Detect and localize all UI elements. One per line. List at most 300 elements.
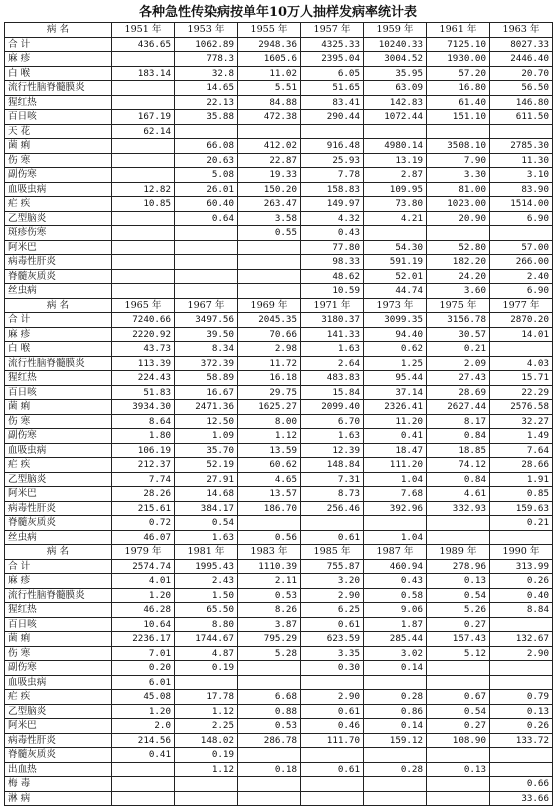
table-row bbox=[5, 603, 553, 618]
incidence-rate-cell: 35.88 bbox=[175, 110, 238, 125]
incidence-rate-cell: 1744.67 bbox=[175, 632, 238, 647]
table-row bbox=[5, 574, 553, 589]
incidence-rate-cell: 0.41 bbox=[364, 429, 427, 444]
incidence-rate-cell: 66.08 bbox=[175, 139, 238, 154]
incidence-rate-cell: 1.09 bbox=[175, 429, 238, 444]
incidence-rate-cell bbox=[112, 269, 175, 284]
incidence-rate-cell: 212.37 bbox=[112, 458, 175, 473]
disease-name: 百日咳 bbox=[5, 617, 112, 632]
incidence-rate-cell bbox=[112, 81, 175, 96]
incidence-rate-cell: 8027.33 bbox=[490, 37, 553, 52]
table-row bbox=[5, 269, 553, 284]
year-header: 1987 年 bbox=[364, 545, 427, 560]
incidence-rate-cell: 3.30 bbox=[427, 168, 490, 183]
disease-name: 淋 病 bbox=[5, 791, 112, 806]
incidence-rate-cell: 159.63 bbox=[490, 501, 553, 516]
incidence-rate-cell: 1.80 bbox=[112, 429, 175, 444]
incidence-rate-cell: 6.01 bbox=[112, 675, 175, 690]
incidence-rate-cell: 256.46 bbox=[301, 501, 364, 516]
incidence-rate-cell bbox=[112, 52, 175, 67]
incidence-rate-cell bbox=[175, 124, 238, 139]
incidence-rate-cell: 32.8 bbox=[175, 66, 238, 81]
incidence-rate-cell bbox=[175, 284, 238, 299]
table-row bbox=[5, 661, 553, 676]
incidence-rate-cell: 916.48 bbox=[301, 139, 364, 154]
incidence-rate-cell bbox=[112, 255, 175, 270]
disease-name: 白 喉 bbox=[5, 66, 112, 81]
year-header: 1965 年 bbox=[112, 298, 175, 313]
incidence-rate-cell: 0.64 bbox=[175, 211, 238, 226]
incidence-rate-cell: 215.61 bbox=[112, 501, 175, 516]
incidence-rate-cell: 51.83 bbox=[112, 385, 175, 400]
incidence-rate-cell: 63.09 bbox=[364, 81, 427, 96]
incidence-rate-cell: 6.90 bbox=[490, 284, 553, 299]
incidence-rate-cell bbox=[490, 124, 553, 139]
incidence-rate-cell: 2870.20 bbox=[490, 313, 553, 328]
disease-name: 白 喉 bbox=[5, 342, 112, 357]
incidence-rate-cell bbox=[301, 791, 364, 806]
disease-name: 流行性脑脊髓膜炎 bbox=[5, 588, 112, 603]
incidence-rate-cell: 0.13 bbox=[427, 762, 490, 777]
disease-name: 流行性脑脊髓膜炎 bbox=[5, 356, 112, 371]
incidence-rate-cell: 19.33 bbox=[238, 168, 301, 183]
disease-name: 合 计 bbox=[5, 37, 112, 52]
disease-name: 阿米巴 bbox=[5, 487, 112, 502]
incidence-rate-cell bbox=[427, 124, 490, 139]
incidence-rate-cell bbox=[301, 516, 364, 531]
year-header: 1973 年 bbox=[364, 298, 427, 313]
incidence-rate-cell: 148.84 bbox=[301, 458, 364, 473]
incidence-rate-cell bbox=[112, 211, 175, 226]
incidence-rate-cell: 6.25 bbox=[301, 603, 364, 618]
incidence-rate-cell: 0.41 bbox=[112, 748, 175, 763]
incidence-rate-cell bbox=[490, 661, 553, 676]
table-title: 各种急性传染病按单年10万人抽样发病率统计表 bbox=[138, 5, 418, 20]
incidence-rate-cell: 106.19 bbox=[112, 443, 175, 458]
table-row bbox=[5, 342, 553, 357]
table-row bbox=[5, 168, 553, 183]
incidence-rate-cell bbox=[301, 777, 364, 792]
incidence-rate-cell: 16.67 bbox=[175, 385, 238, 400]
disease-name: 菌 痢 bbox=[5, 400, 112, 415]
table-row bbox=[5, 762, 553, 777]
incidence-rate-cell: 11.20 bbox=[364, 414, 427, 429]
incidence-rate-cell: 28.26 bbox=[112, 487, 175, 502]
incidence-rate-cell bbox=[238, 748, 301, 763]
incidence-rate-cell bbox=[238, 777, 301, 792]
incidence-rate-cell: 0.53 bbox=[238, 588, 301, 603]
incidence-rate-cell: 795.29 bbox=[238, 632, 301, 647]
incidence-rate-cell: 0.26 bbox=[490, 574, 553, 589]
incidence-rate-cell bbox=[364, 516, 427, 531]
incidence-rate-cell: 0.19 bbox=[175, 661, 238, 676]
incidence-rate-cell bbox=[301, 748, 364, 763]
incidence-rate-cell bbox=[490, 617, 553, 632]
incidence-rate-cell: 1.87 bbox=[364, 617, 427, 632]
disease-name: 伤 寒 bbox=[5, 153, 112, 168]
incidence-rate-cell: 1.04 bbox=[364, 530, 427, 545]
incidence-rate-cell: 6.90 bbox=[490, 211, 553, 226]
incidence-rate-cell: 83.90 bbox=[490, 182, 553, 197]
incidence-rate-cell: 392.96 bbox=[364, 501, 427, 516]
incidence-rate-cell: 290.44 bbox=[301, 110, 364, 125]
incidence-rate-cell: 1.12 bbox=[238, 429, 301, 444]
incidence-rate-cell: 2574.74 bbox=[112, 559, 175, 574]
disease-name: 副伤寒 bbox=[5, 429, 112, 444]
incidence-rate-cell: 1.63 bbox=[301, 342, 364, 357]
incidence-rate-cell: 286.78 bbox=[238, 733, 301, 748]
incidence-rate-cell: 2045.35 bbox=[238, 313, 301, 328]
incidence-rate-cell: 24.20 bbox=[427, 269, 490, 284]
incidence-rate-cell: 37.14 bbox=[364, 385, 427, 400]
incidence-rate-cell: 73.80 bbox=[364, 197, 427, 212]
disease-name: 百日咳 bbox=[5, 385, 112, 400]
incidence-rate-cell bbox=[427, 675, 490, 690]
disease-name: 伤 寒 bbox=[5, 414, 112, 429]
incidence-rate-cell: 5.08 bbox=[175, 168, 238, 183]
incidence-rate-cell: 266.00 bbox=[490, 255, 553, 270]
disease-name: 合 计 bbox=[5, 313, 112, 328]
incidence-rate-cell: 2.98 bbox=[238, 342, 301, 357]
incidence-rate-cell: 7125.10 bbox=[427, 37, 490, 52]
incidence-rate-cell: 1.63 bbox=[301, 429, 364, 444]
disease-name: 猩红热 bbox=[5, 603, 112, 618]
incidence-rate-cell: 18.85 bbox=[427, 443, 490, 458]
incidence-rate-cell: 0.21 bbox=[490, 516, 553, 531]
disease-name: 乙型脑炎 bbox=[5, 704, 112, 719]
incidence-rate-cell: 3.10 bbox=[490, 168, 553, 183]
incidence-rate-cell: 0.13 bbox=[427, 574, 490, 589]
incidence-rate-cell: 0.85 bbox=[490, 487, 553, 502]
table-row bbox=[5, 153, 553, 168]
year-header: 1990 年 bbox=[490, 545, 553, 560]
year-header: 1959 年 bbox=[364, 23, 427, 38]
table-row bbox=[5, 240, 553, 255]
incidence-rate-cell: 26.01 bbox=[175, 182, 238, 197]
incidence-rate-cell: 12.39 bbox=[301, 443, 364, 458]
incidence-rate-cell: 1930.00 bbox=[427, 52, 490, 67]
incidence-rate-cell: 149.97 bbox=[301, 197, 364, 212]
incidence-rate-cell bbox=[238, 675, 301, 690]
incidence-rate-cell: 6.68 bbox=[238, 690, 301, 705]
incidence-rate-cell bbox=[112, 139, 175, 154]
table-row bbox=[5, 385, 553, 400]
incidence-rate-cell bbox=[364, 791, 427, 806]
incidence-rate-cell: 4.03 bbox=[490, 356, 553, 371]
incidence-rate-cell: 8.64 bbox=[112, 414, 175, 429]
incidence-rate-cell: 472.38 bbox=[238, 110, 301, 125]
incidence-rate-cell bbox=[112, 153, 175, 168]
disease-name: 疟 疾 bbox=[5, 197, 112, 212]
incidence-rate-cell: 3.60 bbox=[427, 284, 490, 299]
table-row bbox=[5, 632, 553, 647]
table-row bbox=[5, 371, 553, 386]
incidence-rate-cell: 623.59 bbox=[301, 632, 364, 647]
year-header: 1977 年 bbox=[490, 298, 553, 313]
incidence-rate-cell: 2446.40 bbox=[490, 52, 553, 67]
disease-name: 病毒性肝炎 bbox=[5, 501, 112, 516]
incidence-rate-cell: 52.19 bbox=[175, 458, 238, 473]
year-header: 1975 年 bbox=[427, 298, 490, 313]
table-row bbox=[5, 66, 553, 81]
incidence-rate-cell: 0.18 bbox=[238, 762, 301, 777]
year-header: 1961 年 bbox=[427, 23, 490, 38]
incidence-rate-cell: 0.67 bbox=[427, 690, 490, 705]
incidence-rate-cell: 0.58 bbox=[364, 588, 427, 603]
year-header: 1969 年 bbox=[238, 298, 301, 313]
incidence-rate-cell: 133.72 bbox=[490, 733, 553, 748]
incidence-rate-cell: 3508.10 bbox=[427, 139, 490, 154]
table-row bbox=[5, 313, 553, 328]
year-header: 1953 年 bbox=[175, 23, 238, 38]
incidence-rate-cell: 45.08 bbox=[112, 690, 175, 705]
table-row bbox=[5, 588, 553, 603]
incidence-rate-cell: 4.21 bbox=[364, 211, 427, 226]
table-row bbox=[5, 37, 553, 52]
incidence-rate-cell: 46.28 bbox=[112, 603, 175, 618]
incidence-rate-cell bbox=[238, 661, 301, 676]
incidence-rate-cell: 8.17 bbox=[427, 414, 490, 429]
incidence-rate-cell: 0.13 bbox=[490, 704, 553, 719]
statistics-table bbox=[4, 22, 553, 806]
table-row bbox=[5, 530, 553, 545]
incidence-rate-cell: 1.25 bbox=[364, 356, 427, 371]
table-row bbox=[5, 617, 553, 632]
incidence-rate-cell: 2.90 bbox=[301, 690, 364, 705]
disease-name: 病毒性肝炎 bbox=[5, 255, 112, 270]
incidence-rate-cell: 4.61 bbox=[427, 487, 490, 502]
incidence-rate-cell: 0.72 bbox=[112, 516, 175, 531]
incidence-rate-cell: 13.59 bbox=[238, 443, 301, 458]
incidence-rate-cell: 2471.36 bbox=[175, 400, 238, 415]
table-row bbox=[5, 516, 553, 531]
incidence-rate-cell: 0.14 bbox=[364, 661, 427, 676]
incidence-rate-cell: 5.26 bbox=[427, 603, 490, 618]
incidence-rate-cell: 0.54 bbox=[427, 588, 490, 603]
table-row bbox=[5, 791, 553, 806]
incidence-rate-cell: 0.84 bbox=[427, 472, 490, 487]
incidence-rate-cell bbox=[427, 530, 490, 545]
year-header: 1951 年 bbox=[112, 23, 175, 38]
incidence-rate-cell bbox=[175, 777, 238, 792]
incidence-rate-cell: 8.34 bbox=[175, 342, 238, 357]
incidence-rate-cell: 224.43 bbox=[112, 371, 175, 386]
incidence-rate-cell bbox=[175, 240, 238, 255]
incidence-rate-cell: 148.02 bbox=[175, 733, 238, 748]
incidence-rate-cell: 0.14 bbox=[364, 719, 427, 734]
incidence-rate-cell: 1072.44 bbox=[364, 110, 427, 125]
incidence-rate-cell: 30.57 bbox=[427, 327, 490, 342]
incidence-rate-cell: 43.73 bbox=[112, 342, 175, 357]
incidence-rate-cell: 109.95 bbox=[364, 182, 427, 197]
incidence-rate-cell: 186.70 bbox=[238, 501, 301, 516]
incidence-rate-cell: 3.87 bbox=[238, 617, 301, 632]
incidence-rate-cell: 20.63 bbox=[175, 153, 238, 168]
incidence-rate-cell: 0.21 bbox=[427, 342, 490, 357]
incidence-rate-cell: 591.19 bbox=[364, 255, 427, 270]
incidence-rate-cell: 483.83 bbox=[301, 371, 364, 386]
incidence-rate-cell: 12.50 bbox=[175, 414, 238, 429]
incidence-rate-cell: 2.43 bbox=[175, 574, 238, 589]
incidence-rate-cell: 65.50 bbox=[175, 603, 238, 618]
year-header: 1957 年 bbox=[301, 23, 364, 38]
incidence-rate-cell: 61.40 bbox=[427, 95, 490, 110]
incidence-rate-cell: 0.40 bbox=[490, 588, 553, 603]
table-row bbox=[5, 139, 553, 154]
incidence-rate-cell bbox=[112, 168, 175, 183]
incidence-rate-cell: 46.07 bbox=[112, 530, 175, 545]
disease-name-header: 病 名 bbox=[5, 23, 112, 38]
disease-name: 菌 痢 bbox=[5, 632, 112, 647]
incidence-rate-cell: 13.57 bbox=[238, 487, 301, 502]
incidence-rate-cell: 1605.6 bbox=[238, 52, 301, 67]
table-row bbox=[5, 255, 553, 270]
disease-name: 合 计 bbox=[5, 559, 112, 574]
incidence-rate-cell: 183.14 bbox=[112, 66, 175, 81]
incidence-rate-cell: 22.13 bbox=[175, 95, 238, 110]
disease-name: 斑疹伤寒 bbox=[5, 226, 112, 241]
incidence-rate-cell: 111.70 bbox=[301, 733, 364, 748]
incidence-rate-cell: 2948.36 bbox=[238, 37, 301, 52]
disease-name: 乙型脑炎 bbox=[5, 211, 112, 226]
incidence-rate-cell: 7.74 bbox=[112, 472, 175, 487]
incidence-rate-cell: 182.20 bbox=[427, 255, 490, 270]
incidence-rate-cell: 1110.39 bbox=[238, 559, 301, 574]
incidence-rate-cell: 2.09 bbox=[427, 356, 490, 371]
table-row bbox=[5, 211, 553, 226]
incidence-rate-cell bbox=[427, 661, 490, 676]
incidence-rate-cell bbox=[427, 516, 490, 531]
incidence-rate-cell: 7.68 bbox=[364, 487, 427, 502]
section-header-row bbox=[5, 545, 553, 560]
incidence-rate-cell: 0.20 bbox=[112, 661, 175, 676]
incidence-rate-cell: 16.18 bbox=[238, 371, 301, 386]
disease-name: 阿米巴 bbox=[5, 240, 112, 255]
incidence-rate-cell: 20.70 bbox=[490, 66, 553, 81]
incidence-rate-cell: 372.39 bbox=[175, 356, 238, 371]
incidence-rate-cell: 5.12 bbox=[427, 646, 490, 661]
incidence-rate-cell bbox=[364, 226, 427, 241]
incidence-rate-cell: 95.44 bbox=[364, 371, 427, 386]
year-header: 1963 年 bbox=[490, 23, 553, 38]
incidence-rate-cell: 28.69 bbox=[427, 385, 490, 400]
incidence-rate-cell: 167.19 bbox=[112, 110, 175, 125]
incidence-rate-cell: 1625.27 bbox=[238, 400, 301, 415]
incidence-rate-cell: 0.66 bbox=[490, 777, 553, 792]
incidence-rate-cell: 0.28 bbox=[364, 690, 427, 705]
incidence-rate-cell: 2236.17 bbox=[112, 632, 175, 647]
table-body bbox=[5, 23, 553, 806]
incidence-rate-cell: 0.86 bbox=[364, 704, 427, 719]
incidence-rate-cell: 15.84 bbox=[301, 385, 364, 400]
incidence-rate-cell: 158.83 bbox=[301, 182, 364, 197]
table-row bbox=[5, 52, 553, 67]
year-header: 1971 年 bbox=[301, 298, 364, 313]
incidence-rate-cell: 1.12 bbox=[175, 704, 238, 719]
incidence-rate-cell: 5.51 bbox=[238, 81, 301, 96]
disease-name: 流行性脑脊髓膜炎 bbox=[5, 81, 112, 96]
incidence-rate-cell: 8.84 bbox=[490, 603, 553, 618]
incidence-rate-cell: 7240.66 bbox=[112, 313, 175, 328]
incidence-rate-cell: 150.20 bbox=[238, 182, 301, 197]
incidence-rate-cell: 151.10 bbox=[427, 110, 490, 125]
incidence-rate-cell: 16.80 bbox=[427, 81, 490, 96]
incidence-rate-cell: 0.43 bbox=[301, 226, 364, 241]
incidence-rate-cell: 9.06 bbox=[364, 603, 427, 618]
incidence-rate-cell: 1.20 bbox=[112, 588, 175, 603]
disease-name: 梅 毒 bbox=[5, 777, 112, 792]
incidence-rate-cell: 44.74 bbox=[364, 284, 427, 299]
incidence-rate-cell: 52.80 bbox=[427, 240, 490, 255]
incidence-rate-cell bbox=[490, 342, 553, 357]
incidence-rate-cell: 60.40 bbox=[175, 197, 238, 212]
incidence-rate-cell: 3004.52 bbox=[364, 52, 427, 67]
incidence-rate-cell: 2576.58 bbox=[490, 400, 553, 415]
incidence-rate-cell: 157.43 bbox=[427, 632, 490, 647]
table-row bbox=[5, 284, 553, 299]
disease-name: 丝虫病 bbox=[5, 530, 112, 545]
incidence-rate-cell: 58.89 bbox=[175, 371, 238, 386]
year-header: 1955 年 bbox=[238, 23, 301, 38]
table-row bbox=[5, 414, 553, 429]
incidence-rate-cell bbox=[364, 124, 427, 139]
disease-name: 出血热 bbox=[5, 762, 112, 777]
incidence-rate-cell: 13.19 bbox=[364, 153, 427, 168]
incidence-rate-cell: 39.50 bbox=[175, 327, 238, 342]
incidence-rate-cell: 0.56 bbox=[238, 530, 301, 545]
incidence-rate-cell: 4.65 bbox=[238, 472, 301, 487]
incidence-rate-cell: 0.26 bbox=[490, 719, 553, 734]
disease-name: 猩红热 bbox=[5, 371, 112, 386]
incidence-rate-cell: 3156.78 bbox=[427, 313, 490, 328]
incidence-rate-cell: 111.20 bbox=[364, 458, 427, 473]
incidence-rate-cell: 25.93 bbox=[301, 153, 364, 168]
incidence-rate-cell: 2.90 bbox=[301, 588, 364, 603]
incidence-rate-cell: 0.61 bbox=[301, 530, 364, 545]
incidence-rate-cell: 0.88 bbox=[238, 704, 301, 719]
incidence-rate-cell: 7.31 bbox=[301, 472, 364, 487]
incidence-rate-cell bbox=[427, 777, 490, 792]
incidence-rate-cell: 8.80 bbox=[175, 617, 238, 632]
incidence-rate-cell: 22.87 bbox=[238, 153, 301, 168]
incidence-rate-cell bbox=[490, 530, 553, 545]
incidence-rate-cell bbox=[112, 95, 175, 110]
incidence-rate-cell: 0.61 bbox=[301, 617, 364, 632]
disease-name: 丝虫病 bbox=[5, 284, 112, 299]
incidence-rate-cell bbox=[175, 675, 238, 690]
disease-name: 麻 疹 bbox=[5, 327, 112, 342]
table-row bbox=[5, 675, 553, 690]
incidence-rate-cell: 2099.40 bbox=[301, 400, 364, 415]
table-row bbox=[5, 124, 553, 139]
table-row bbox=[5, 182, 553, 197]
incidence-rate-cell bbox=[112, 777, 175, 792]
incidence-rate-cell: 214.56 bbox=[112, 733, 175, 748]
incidence-rate-cell: 81.00 bbox=[427, 182, 490, 197]
incidence-rate-cell: 332.93 bbox=[427, 501, 490, 516]
disease-name: 伤 寒 bbox=[5, 646, 112, 661]
incidence-rate-cell: 1.20 bbox=[112, 704, 175, 719]
incidence-rate-cell: 2.87 bbox=[364, 168, 427, 183]
incidence-rate-cell: 35.70 bbox=[175, 443, 238, 458]
table-row bbox=[5, 197, 553, 212]
incidence-rate-cell: 3.35 bbox=[301, 646, 364, 661]
incidence-rate-cell: 35.95 bbox=[364, 66, 427, 81]
disease-name: 副伤寒 bbox=[5, 168, 112, 183]
incidence-rate-cell: 84.88 bbox=[238, 95, 301, 110]
incidence-rate-cell: 0.62 bbox=[364, 342, 427, 357]
incidence-rate-cell: 0.54 bbox=[427, 704, 490, 719]
